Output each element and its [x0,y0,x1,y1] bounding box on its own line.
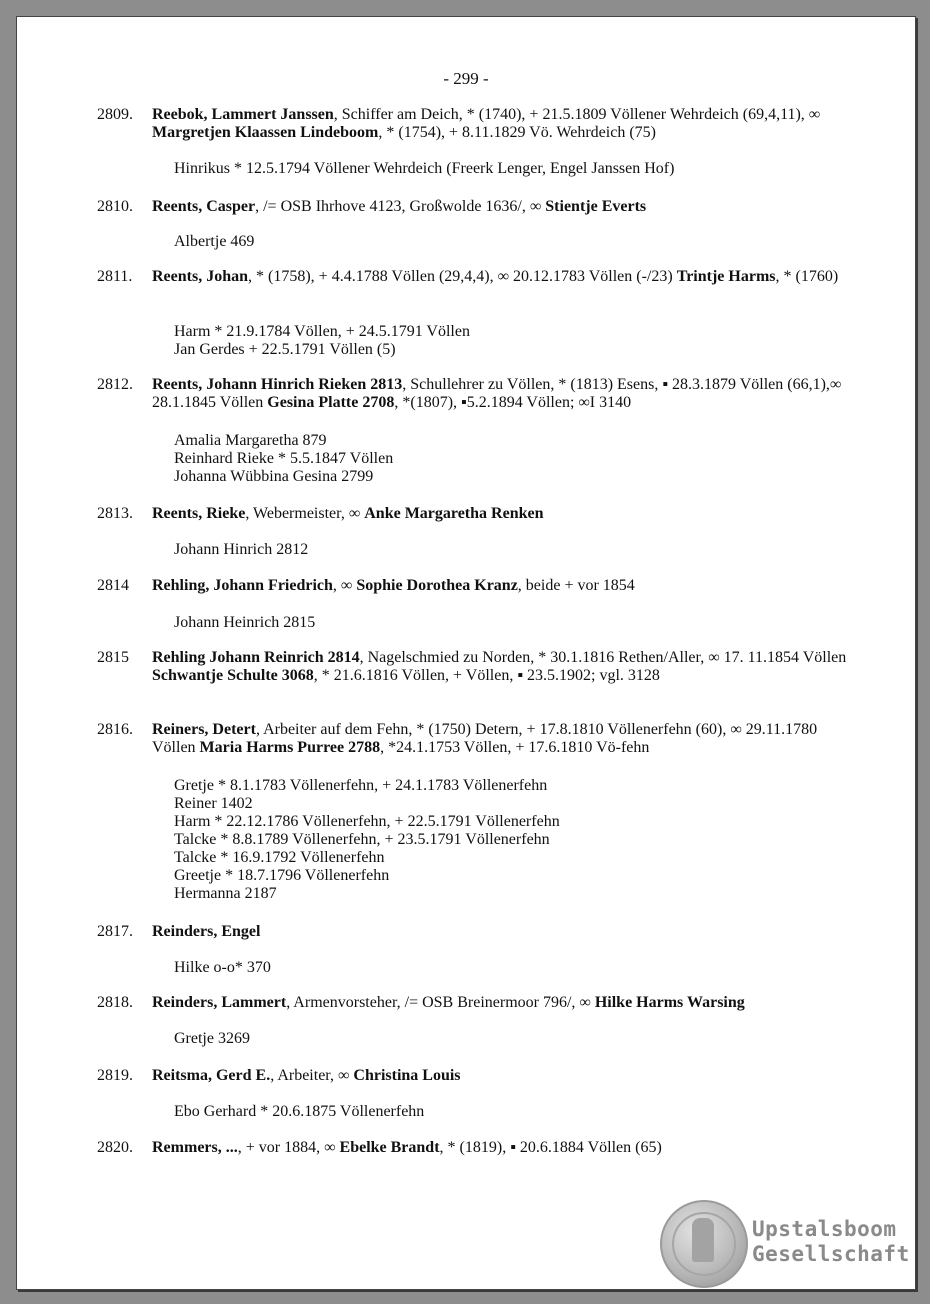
entry-name: Trintje Harms [676,268,776,285]
entry-text [152,721,857,757]
child-entry: Hinrikus * 12.5.1794 Völlener Wehrdeich (Freerk Lenger, Engel Janssen Hof) [174,160,675,177]
entry-name: Sophie Dorothea Kranz [356,577,518,594]
children-list [174,541,308,559]
entry-detail: , *(1807), ▪5.2.1894 Völlen; ∞I 3140 [394,394,632,411]
child-entry: Albertje 469 [174,233,255,250]
entry [97,923,857,941]
child-entry: Johann Heinrich 2815 [174,614,316,631]
entry-detail: , Arbeiter, ∞ [270,1067,354,1084]
entry [97,649,857,685]
entry-name: Ebelke Brandt [339,1139,440,1156]
child-entry: Hilke o-o* 370 [174,959,271,976]
child-entry: Johanna Wübbina Gesina 2799 [174,468,374,485]
entry-number: 2819. [97,1067,133,1084]
entry-text [152,649,857,685]
entry-name: Margretjen Klaassen Lindeboom [152,124,379,141]
child-entry: Harm * 21.9.1784 Völlen, + 24.5.1791 Völlen [174,323,470,340]
entry-text [152,1067,857,1085]
entry-text [152,505,857,523]
entry-number: 2820. [97,1139,133,1156]
entry-name: Rehling Johann Reinrich 2814 [152,649,360,666]
entry-number: 2817. [97,923,133,940]
entry-detail: , Webermeister, ∞ [245,505,365,522]
children-list [174,323,470,359]
child-entry: Gretje 3269 [174,1030,250,1047]
entry-detail: , /= OSB Ihrhove 4123, Großwolde 1636/, ∞ [255,198,546,215]
children-list [174,777,560,903]
entry-number: 2810. [97,198,133,215]
entry-detail: , * 21.6.1816 Völlen, + Völlen, ▪ 23.5.1902; vgl. 3128 [313,667,660,684]
child-entry: Johann Hinrich 2812 [174,541,309,558]
entry-name: Gesina Platte 2708 [267,394,395,411]
children-list [174,432,393,486]
entry-detail: , + vor 1884, ∞ [237,1139,340,1156]
children-list [174,1103,424,1121]
children-list [174,959,271,977]
entry-detail: , Schiffer am Deich, * (1740), + 21.5.1809 Völlener Wehrdeich (69,4,11), ∞ [333,106,821,123]
entry-number: 2809. [97,106,133,123]
entry-detail: , Arbeiter auf dem Fehn, * (1750) Detern, + 17.8.1810 Völlenerfehn (60), ∞ 29.11.1780 Völlen [152,721,818,756]
entry-name: Remmers, ... [152,1139,238,1156]
entry-name: Reitsma, Gerd E. [152,1067,271,1084]
entry-detail: , * (1758), + 4.4.1788 Völlen (29,4,4), ∞ 20.12.1783 Völlen (-/23) [248,268,677,285]
entry-name: Reinders, Engel [152,923,261,940]
entry-text [152,106,857,142]
seal-figure [692,1218,714,1262]
child-entry: Talcke * 8.8.1789 Völlenerfehn, + 23.5.1791 Völlenerfehn [174,831,550,848]
entry-name: Maria Harms Purree 2788 [199,739,381,756]
entry-name: Schwantje Schulte 3068 [152,667,314,684]
entry-detail: , * (1819), ▪ 20.6.1884 Völlen (65) [439,1139,662,1156]
entry [97,994,857,1012]
entry-name: Christina Louis [353,1067,461,1084]
entry-number: 2814 [97,577,129,594]
entry-name: Stientje Everts [545,198,647,215]
entry-text [152,923,857,941]
child-entry: Greetje * 18.7.1796 Völlenerfehn [174,867,390,884]
entry [97,106,857,142]
child-entry: Amalia Margaretha 879 [174,432,327,449]
entry-name: Reents, Johann Hinrich Rieken 2813 [152,376,403,393]
entry [97,376,857,412]
entry [97,268,857,286]
entry-detail: , *24.1.1753 Völlen, + 17.6.1810 Vö-fehn [380,739,650,756]
entry-text [152,994,857,1012]
children-list [174,1030,250,1048]
entry-detail: , Nagelschmied zu Norden, * 30.1.1816 Rethen/Aller, ∞ 17. 11.1854 Völlen [359,649,847,666]
child-entry: Jan Gerdes + 22.5.1791 Völlen (5) [174,341,396,358]
entry-name: Reents, Rieke [152,505,246,522]
entry-detail: , * (1760) [775,268,839,285]
child-entry: Reiner 1402 [174,795,253,812]
entry-detail: , ∞ [332,577,357,594]
entry-name: Reents, Johan [152,268,249,285]
entry-number: 2812. [97,376,133,393]
entry [97,721,857,757]
child-entry: Harm * 22.12.1786 Völlenerfehn, + 22.5.1791 Völlenerfehn [174,813,560,830]
entry-number: 2815 [97,649,129,666]
entry-number: 2811. [97,268,133,285]
entry-text [152,376,857,412]
entry [97,505,857,523]
children-list [174,233,254,251]
entry-name: Reiners, Detert [152,721,256,738]
entry-detail: , * (1754), + 8.11.1829 Vö. Wehrdeich (75) [378,124,656,141]
entry-detail: , beide + vor 1854 [517,577,635,594]
document-page [16,16,916,1290]
entry-text [152,1139,857,1157]
entry [97,1139,857,1157]
entry-detail: , Armenvorsteher, /= OSB Breinermoor 796/, ∞ [286,994,595,1011]
entry [97,198,857,216]
entry-name: Reebok, Lammert Janssen [152,106,334,123]
page-number: - 299 - [443,69,489,88]
entry-number: 2816. [97,721,133,738]
entry [97,1067,857,1085]
child-entry: Hermanna 2187 [174,885,277,902]
entry-text [152,268,857,286]
entry-name: Reents, Casper [152,198,256,215]
child-entry: Talcke * 16.9.1792 Völlenerfehn [174,849,385,866]
seal-logo [660,1200,748,1288]
children-list [174,160,674,178]
child-entry: Reinhard Rieke * 5.5.1847 Völlen [174,450,394,467]
child-entry: Ebo Gerhard * 20.6.1875 Völlenerfehn [174,1103,425,1120]
entry-name: Rehling, Johann Friedrich [152,577,333,594]
entry-name: Hilke Harms Warsing [594,994,745,1011]
entry-text [152,198,857,216]
entry-text [152,577,857,595]
entry [97,577,857,595]
entry-name: Reinders, Lammert [152,994,287,1011]
entry-detail: , Schullehrer zu Völlen, * (1813) Esens, ▪ 28.3.1879 Völlen (66,1),∞ 28.1.1845 Völlen [152,376,842,411]
entry-number: 2818. [97,994,133,1011]
child-entry: Gretje * 8.1.1783 Völlenerfehn, + 24.1.1783 Völlenerfehn [174,777,548,794]
children-list [174,614,315,632]
brand-text [752,1217,910,1267]
entry-number: 2813. [97,505,133,522]
entry-name: Anke Margaretha Renken [364,505,544,522]
brand-line-2: Gesellschaft [752,1242,910,1266]
brand-line-1: Upstalsboom [752,1217,897,1241]
